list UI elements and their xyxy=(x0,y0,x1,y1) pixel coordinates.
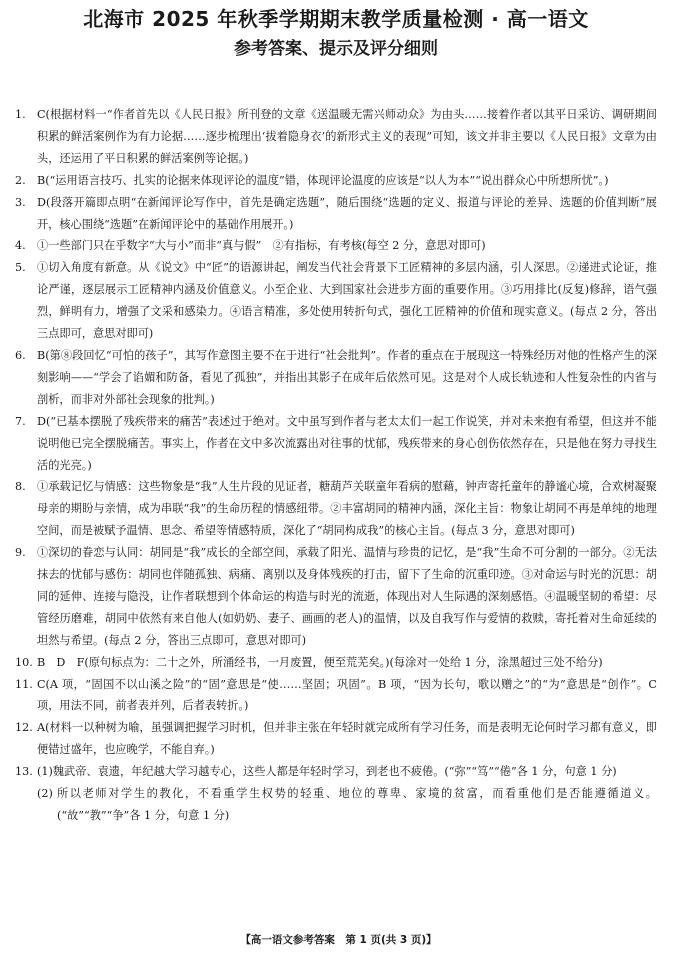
answer-text: A(材料一以种树为喻，虽强调把握学习时机，但并非主张在年轻时就完成所有学习任务，而是表明无论何时学习都有意义，即便错过盛年，也应晚学，不能自弃。) xyxy=(37,721,657,757)
answer-text: B(第⑧段回忆“可怕的孩子”，其写作意图主要不在于进行“社会批判”。作者的重点在于展现这一特殊经历对他的性格产生的深刻影响——“学会了谄媚和防备，看见了孤独”，并指出其影子在成年后依然可见。这是对个人成长轨迹和人性复杂性的内省与剖析，而非对外部社会现象的批判。) xyxy=(37,348,657,406)
answer-text: B(“运用语言技巧、扎实的论据来体现评论的温度”错，体现评论温度的应该是“以人为本”“说出群众心中所想所忧”。) xyxy=(37,173,609,187)
subpart-number: (2) xyxy=(37,787,53,801)
answer-text: D(段落开篇即点明“在新闻评论写作中，首先是确定选题”，随后围绕“选题的定义、报道与评论的差异、选题的价值判断”展开，核心围绕“选题”在新闻评论中的基础作用展开。) xyxy=(37,195,657,231)
answer-number: 2. xyxy=(15,173,26,187)
answer-subpart-text xyxy=(37,761,657,783)
answer-number: 12. xyxy=(15,721,33,735)
page-title: 北海市 2025 年秋季学期期末教学质量检测 · 高一语文 xyxy=(83,7,589,31)
answer-item xyxy=(15,257,657,345)
answer-item xyxy=(15,411,657,477)
answer-item xyxy=(15,235,657,257)
answer-text: C(A 项，“固国不以山溪之险”的“固”意思是“使……坚固；巩固”。B 项，“因为长句，歌以赠之”的“为”意思是“创作”。C 项，用法不同，前者表并列，后者表转折。) xyxy=(37,677,657,713)
answer-item xyxy=(15,192,657,236)
answer-number: 11. xyxy=(15,677,33,691)
answer-list xyxy=(15,104,657,827)
answer-text: ①一些部门只在乎数字“大与小”而非“真与假” ②有指标，有考核(每空 2 分，意思对即可) xyxy=(37,239,486,253)
answer-text: D(“已基本摆脱了残疾带来的痛苦”表述过于绝对。文中虽写到作者与老太太们一起工作说笑，并对未来抱有希望，但这并不能说明他已完全摆脱痛苦。事实上，作者在文中多次流露出对往事的忧郁，残疾带来的身心创伤依然存在，只是他在努力寻找生活的光亮。) xyxy=(37,414,657,472)
answer-item xyxy=(15,652,657,674)
answer-item xyxy=(15,674,657,718)
answer-number: 5. xyxy=(15,261,26,275)
answer-number: 13. xyxy=(15,765,33,779)
answer-number: 10. xyxy=(15,655,33,669)
answer-text: ①承载记忆与情感：这些物象是“我”人生片段的见证者，糖葫芦关联童年看病的慰藉，钟声寄托童年的静谧心境，合欢树凝聚母亲的期盼与亲情，成为串联“我”的生命历程的情感纽带。②丰富胡同的精神内涵，深化主旨：物象让胡同不再是单纯的地理空间，而是被赋予温情、思念、希望等情感特质，深化了“胡同构成我”的核心主旨。(每点 3 分，意思对即可) xyxy=(37,480,657,538)
answer-item xyxy=(15,717,657,761)
answer-text: B D F(原句标点为：二十之外，所涌经书，一月废置，便至荒芜矣。)(每涂对一处给 1 分，涂黑超过三处不给分) xyxy=(37,655,603,669)
page-footer: 【高一语文参考答案 第 1 页(共 3 页)】 xyxy=(240,934,437,946)
subpart-text: 所以老师对学生的教化，不看重学生权势的轻重、地位的尊卑、家境的贫富，而看重他们是否能遵循道义。(“故”“教”“争”各 1 分，句意 1 分) xyxy=(57,787,657,822)
answer-text: C(根据材料一“作者首先以《人民日报》所刊登的文章《送温暖无需兴师动众》为由头……接着作者以其平日采访、调研期间积累的鲜活案例作为有力论据……逐步梳理出‘拔着隐身衣’的新形式主义的表现”可知，该文并非主要以《人民日报》文章为由头，还运用了平日积累的鲜活案例等论据。) xyxy=(37,108,657,165)
answer-item xyxy=(15,345,657,411)
answer-number: 3. xyxy=(15,195,26,209)
answer-number: 4. xyxy=(15,239,26,253)
subpart-text: 魏武帝、袁遗，年纪越大学习越专心，这些人都是年轻时学习，到老也不疲倦。(“弥”“笃”“倦”各 1 分，句意 1 分) xyxy=(52,765,617,779)
subpart-number: (1) xyxy=(37,765,53,779)
answer-item xyxy=(15,170,657,192)
page-subtitle: 参考答案、提示及评分细则 xyxy=(234,39,438,59)
answer-number: 7. xyxy=(15,414,26,428)
answer-item xyxy=(15,476,657,542)
answer-number: 6. xyxy=(15,348,26,362)
answer-text: ①切入角度有新意。从《说文》中“匠”的语源讲起，阐发当代社会背景下工匠精神的多层内涵，引人深思。②递进式论证，推论严谨，逐层展示工匠精神内涵及价值意义。小至企业、大到国家社会进步方面的重要作用。③巧用排比(反复)修辞，语气强烈，鲜明有力，增强了文采和感染力。④语言精准，多处使用转折句式，强化工匠精神的价值和现实意义。(每点 2 分，答出三点即可，意思对即可) xyxy=(37,261,657,341)
answer-number: 9. xyxy=(15,546,26,560)
answer-item xyxy=(15,104,657,170)
answer-subpart xyxy=(15,783,657,827)
answer-item xyxy=(15,761,657,783)
answer-text: ①深切的眷恋与认同：胡同是“我”成长的全部空间，承载了阳光、温情与珍贵的记忆，是“我”生命不可分割的一部分。②无法抹去的忧郁与感伤：胡同也伴随孤独、病痛、离别以及身体残疾的打击，留下了生命的沉重印迹。③对命运与时光的沉思：胡同的延伸、连接与隐没，让作者联想到个体命运的构造与时光的流逝，体现出对人生际遇的深刻感悟。④温暖坚韧的希望：尽管经历磨难，胡同中依然有来自他人(如奶奶、妻子、画画的老人)的温情，以及自我写作与爱情的救赎，寄托着对生命延续的坦然与希望。(每点 2 分，答出三点即可，意思对即可) xyxy=(37,546,657,647)
answer-number: 8. xyxy=(15,480,26,494)
answer-item xyxy=(15,542,657,652)
answer-number: 1. xyxy=(15,108,26,121)
